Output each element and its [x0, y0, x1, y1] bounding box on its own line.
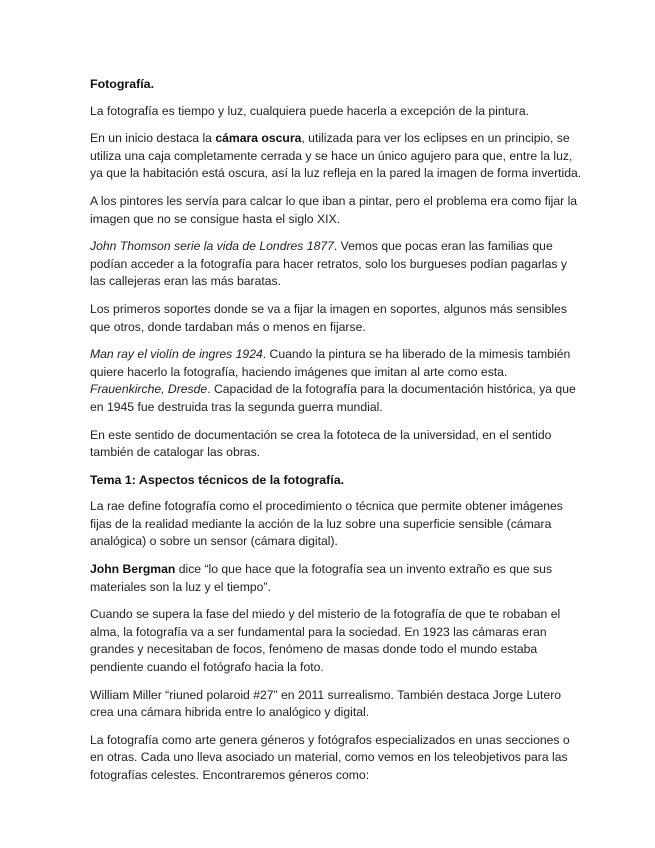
- paragraph-man-ray: [90, 346, 585, 416]
- paragraph-generos: La fotografía como arte genera géneros y fotógrafos especializados en unas secciones o en otras. Cada uno lleva asociado un material, como vemos en los teleobjetivos para las fotografías celestes. Encontraremos géneros como:: [90, 732, 570, 782]
- text-run: En un inicio destaca la: [90, 131, 216, 146]
- italic-work-title: John Thomson serie la vida de Londres 1877: [90, 239, 334, 254]
- italic-work-title: Man ray el violín de ingres 1924: [90, 347, 263, 362]
- paragraph-fototeca: En este sentido de documentación se crea la fototeca de la universidad, en el sentido también de catalogar las obras.: [90, 427, 552, 460]
- italic-work-title: Frauenkirche, Dresde: [90, 382, 208, 397]
- document-title: Fotografía.: [90, 77, 155, 91]
- section-heading-tema-1: Tema 1: Aspectos técnicos de la fotografía.: [90, 472, 345, 487]
- text-run: . Vemos que pocas eran las familias que podían acceder a la fotografía para hacer retratos, solo los burgueses podían pagarlas y las callejeras eran las más baratas.: [90, 239, 567, 289]
- paragraph-rae-definicion: La rae define fotografía como el procedimiento o técnica que permite obtener imágenes fijas de la realidad mediante la acción de la luz sobre una superficie sensible (cámara analógica) o sobre un sensor (cámara digital).: [90, 499, 563, 549]
- paragraph-pintores: A los pintores les servía para calcar lo que iban a pintar, pero el problema era como fijar la imagen que no se consigue hasta el siglo XIX.: [90, 193, 578, 226]
- paragraph-soportes: Los primeros soportes donde se va a fijar la imagen en soportes, algunos más sensibles que otros, donde tardaban más o menos en fijarse.: [90, 301, 567, 334]
- paragraph-miedo-misterio: Cuando se supera la fase del miedo y del misterio de la fotografía de que te robaban el alma, la fotografía va a ser fundamental para la sociedad. En 1923 las cámaras eran grandes y necesitaban de focos, fenómeno de masas donde todo el mundo estaba pendiente cuando el fotógrafo hacia la foto.: [90, 607, 561, 675]
- paragraph-intro: La fotografía es tiempo y luz, cualquiera puede hacerla a excepción de la pintura.: [90, 103, 530, 118]
- bold-author-name: John Bergman: [90, 562, 176, 577]
- bold-term-camara-oscura: cámara oscura: [215, 131, 302, 146]
- paragraph-camara-oscura: [90, 130, 585, 183]
- paragraph-john-bergman: [90, 561, 585, 596]
- paragraph-william-miller: William Miller “riuned polaroid #27” en 2011 surrealismo. También destaca Jorge Lutero crea una cámara hibrida entre lo analógico y digital.: [90, 687, 562, 720]
- text-run: dice “lo que hace que la fotografía sea un invento extraño es que sus materiales son la luz y el tiempo”.: [90, 562, 553, 594]
- text-run: , utilizada para ver los eclipses en un principio, se utiliza una caja completamente cerrada y se hace un único agujero para que, entre la luz, ya que la habitación está oscura, así la luz refleja en la pared la imagen de forma invertida.: [90, 131, 582, 181]
- paragraph-john-thomson: [90, 238, 585, 291]
- text-run: . Cuando la pintura se ha liberado de la mimesis también quiere hacerlo la fotografía, haciendo imágenes que imitan al arte como esta.: [90, 347, 571, 379]
- text-run: . Capacidad de la fotografía para la documentación histórica, ya que en 1945 fue destruida tras la segunda guerra mundial.: [90, 382, 576, 414]
